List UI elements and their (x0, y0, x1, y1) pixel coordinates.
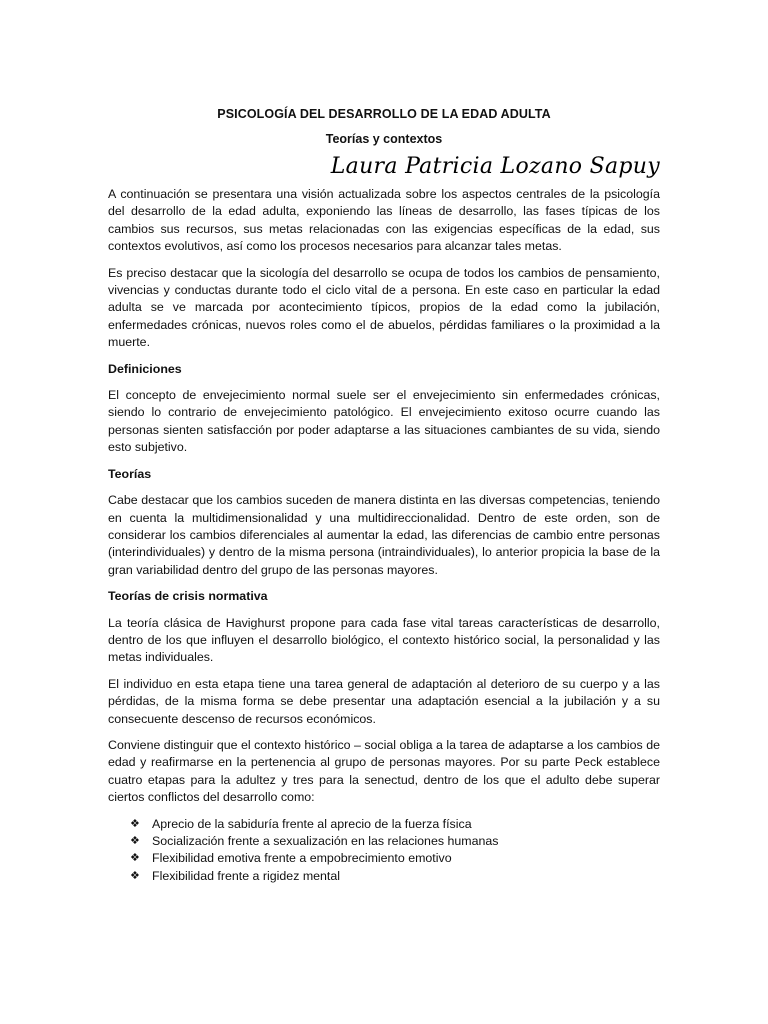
diamond-bullet-icon: ❖ (130, 817, 140, 830)
list-item-text: Flexibilidad frente a rigidez mental (152, 868, 341, 883)
heading-crisis-normativa: Teorías de crisis normativa (108, 589, 268, 604)
list-item-text: Socialización frente a sexualización en las relaciones humanas (152, 834, 499, 848)
list-item (130, 868, 660, 885)
paragraph-peck: Conviene distinguir que el contexto histórico – social obliga a la tarea de adaptarse a los cambios de edad y reafirmarse en la pertenencia al grupo de personas mayores. Por su parte Peck establece cuatro etapas para la adultez y tres para la senectud, dentro de los que el adulto debe superar ciertos conflictos del desarrollo como: (108, 737, 660, 805)
paragraph-teorias: Cabe destacar que los cambios suceden de manera distinta en las diversas competencias, teniendo en cuenta la multidimensionalidad y una multidireccionalidad. Dentro de este orden, son de considerar los cambios diferenciales al aumentar la edad, las diferencias de cambio entre personas (interindividuales) y dentro de la misma persona (intraindividuales), lo anterior propicia la base de la gran variabilidad dentro del grupo de las personas mayores. (108, 493, 660, 577)
list-item (130, 850, 660, 867)
author-name: Laura Patricia Lozano Sapuy (330, 154, 660, 179)
diamond-bullet-icon: ❖ (130, 835, 140, 847)
paragraph-havighurst: La teoría clásica de Havighurst propone para cada fase vital tareas características de desarrollo, dentro de los que influyen el desarrollo biológico, el contexto histórico social, la personalidad y las metas individuales. (108, 615, 660, 665)
paragraph-adaptacion: El individuo en esta etapa tiene una tarea general de adaptación al deterioro de su cuerpo y a las pérdidas, de la misma forma se debe presentar una adaptación esencial a la jubilación y a su consecuente descenso de recursos económicos. (108, 676, 660, 726)
list-item-text: Aprecio de la sabiduría frente al aprecio de la fuerza física (152, 816, 472, 831)
paragraph-scope: Es preciso destacar que la sicología del desarrollo se ocupa de todos los cambios de pensamiento, vivencias y conductas durante todo el ciclo vital de a persona. En este caso en particular la edad adulta se ve marcada por acontecimiento típicos, propios de la edad como la jubilación, enfermedades crónicas, nuevos roles como el de abuelos, pérdidas familiares o la proximidad a la muerte. (108, 265, 660, 350)
diamond-bullet-icon: ❖ (130, 869, 140, 882)
diamond-bullet-icon: ❖ (130, 852, 140, 865)
heading-definiciones: Definiciones (108, 361, 182, 376)
conflict-list (108, 816, 660, 886)
paragraph-intro: A continuación se presentara una visión actualizada sobre los aspectos centrales de la psicología del desarrollo de la edad adulta, exponiendo las líneas de desarrollo, las fases típicas de los cambios sus recursos, sus metas relacionadas con las exigencias específicas de la edad, sus contextos evolutivos, así como los procesos necesarios para alcanzar tales metas. (108, 187, 660, 254)
paragraph-definiciones: El concepto de envejecimiento normal suele ser el envejecimiento sin enfermedades crónicas, siendo lo contrario de envejecimiento patológico. El envejecimiento exitoso ocurre cuando las personas sienten satisfacción por poder adaptarse a las situaciones cambiantes de su vida, siendo esto subjetivo. (108, 388, 660, 455)
list-item (130, 816, 660, 833)
heading-teorias: Teorías (108, 466, 152, 481)
list-item (130, 833, 660, 850)
document-title: PSICOLOGÍA DEL DESARROLLO DE LA EDAD ADULTA (217, 107, 551, 121)
document-page (108, 0, 660, 1024)
list-item-text: Flexibilidad emotiva frente a empobrecimiento emotivo (152, 851, 452, 866)
document-subtitle: Teorías y contextos (325, 132, 443, 146)
document-body (108, 186, 660, 885)
